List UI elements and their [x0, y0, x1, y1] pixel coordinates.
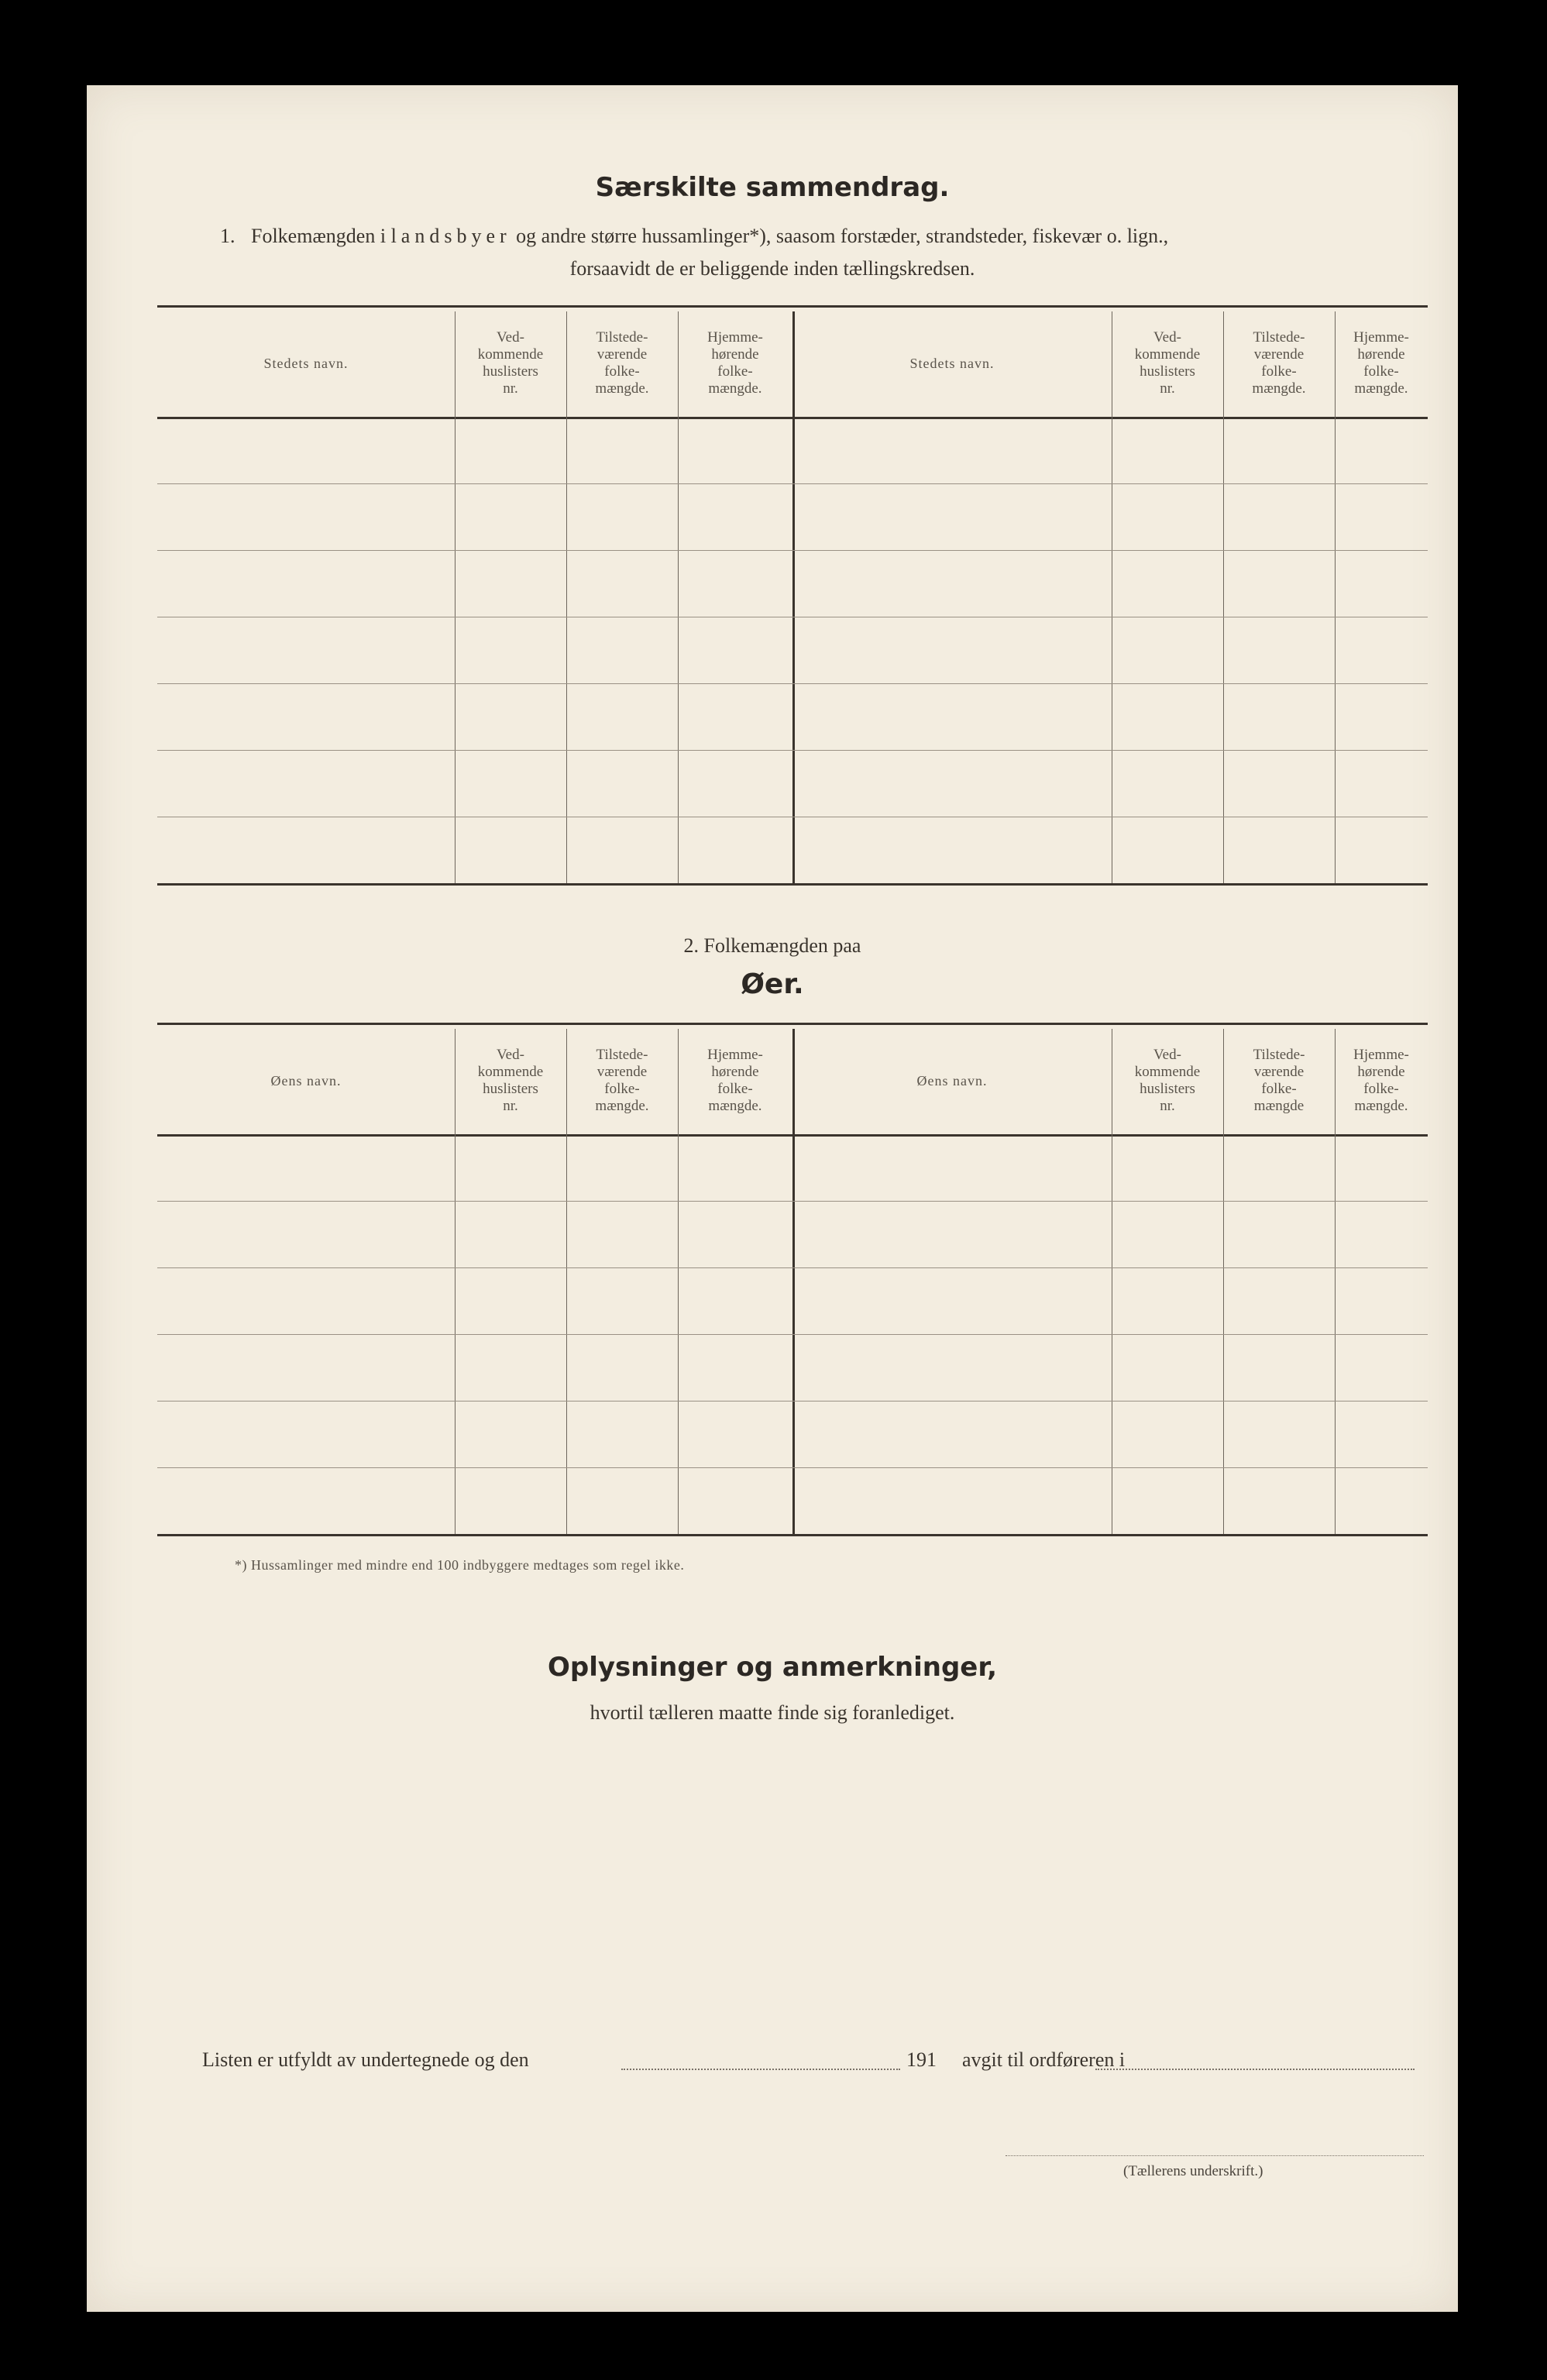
column-header: Ved- kommende huslisters nr.: [477, 329, 544, 397]
date-field[interactable]: [621, 2069, 900, 2070]
table-cell[interactable]: [1335, 552, 1428, 616]
table-cell[interactable]: [157, 1402, 455, 1467]
section2-title: Øer.: [741, 968, 804, 1000]
table-cell[interactable]: [792, 1269, 1112, 1333]
column-header: Ved- kommende huslisters nr.: [1134, 329, 1201, 397]
table-bottom-rule: [157, 1534, 1428, 1536]
row-rule: [157, 1267, 1428, 1268]
table-cell[interactable]: [455, 751, 566, 816]
table-cell[interactable]: [1335, 1202, 1428, 1267]
column-header: Hjemme- hørende folke- mængde.: [707, 1047, 763, 1114]
table-cell[interactable]: [792, 552, 1112, 616]
table-cell[interactable]: [157, 485, 455, 549]
table-cell[interactable]: [792, 685, 1112, 749]
table-cell[interactable]: [157, 552, 455, 616]
table-cell[interactable]: [1112, 418, 1223, 483]
table-cell[interactable]: [1112, 751, 1223, 816]
table-cell[interactable]: [566, 1469, 678, 1533]
table-cell[interactable]: [678, 1269, 792, 1333]
table-cell[interactable]: [678, 1336, 792, 1400]
municipality-field[interactable]: [1095, 2069, 1415, 2070]
table-cell[interactable]: [455, 1336, 566, 1400]
table-cell[interactable]: [1223, 485, 1335, 549]
table-cell[interactable]: [678, 685, 792, 749]
table-cell[interactable]: [157, 1136, 455, 1200]
column-header: Tilstede- værende folke- mængde.: [1252, 329, 1306, 397]
column-header: Ved- kommende huslisters nr.: [477, 1047, 544, 1114]
table-cell[interactable]: [1335, 1136, 1428, 1200]
column-header: Hjemme- hørende folke- mængde.: [1353, 329, 1409, 397]
row-rule: [157, 1201, 1428, 1202]
table-cell[interactable]: [455, 618, 566, 683]
section1-line1: [220, 225, 1168, 248]
table-cell[interactable]: [678, 1202, 792, 1267]
table-cell[interactable]: [1223, 1402, 1335, 1467]
column-header: Tilstede- værende folke- mængde.: [595, 1047, 649, 1114]
table-cell[interactable]: [455, 1136, 566, 1200]
table-cell[interactable]: [792, 1202, 1112, 1267]
table-bottom-rule: [157, 883, 1428, 886]
table-cell[interactable]: [455, 552, 566, 616]
column-header: Tilstede- værende folke- mængde.: [595, 329, 649, 397]
table-cell[interactable]: [792, 1136, 1112, 1200]
row-rule: [157, 550, 1428, 551]
table-cell[interactable]: [1335, 818, 1428, 882]
table-cell[interactable]: [157, 1336, 455, 1400]
signature-year: 191: [906, 2048, 937, 2071]
table-cell[interactable]: [1335, 685, 1428, 749]
table-cell[interactable]: [1112, 818, 1223, 882]
table-cell[interactable]: [157, 418, 455, 483]
table-cell[interactable]: [678, 818, 792, 882]
table-cell[interactable]: [157, 751, 455, 816]
table-cell[interactable]: [566, 1202, 678, 1267]
signature-label: (Tællerens underskrift.): [1123, 2163, 1263, 2179]
table-cell[interactable]: [792, 618, 1112, 683]
column-header: Hjemme- hørende folke- mængde.: [1353, 1047, 1409, 1114]
column-header: Ved- kommende huslisters nr.: [1134, 1047, 1201, 1114]
section2-intro: 2. Folkemængden paa: [683, 934, 861, 957]
table-cell[interactable]: [455, 1402, 566, 1467]
table-cell[interactable]: [1335, 1469, 1428, 1533]
table-cell[interactable]: [566, 751, 678, 816]
table-cell[interactable]: [1112, 1469, 1223, 1533]
table-cell[interactable]: [566, 818, 678, 882]
table-cell[interactable]: [566, 485, 678, 549]
table-cell[interactable]: [792, 751, 1112, 816]
table-cell[interactable]: [566, 618, 678, 683]
table-cell[interactable]: [157, 618, 455, 683]
table-cell[interactable]: [1223, 1269, 1335, 1333]
table-cell[interactable]: [566, 552, 678, 616]
table-cell[interactable]: [1112, 1402, 1223, 1467]
table-cell[interactable]: [792, 1336, 1112, 1400]
row-rule: [157, 1334, 1428, 1335]
table-cell[interactable]: [566, 1336, 678, 1400]
table-cell[interactable]: [1335, 1269, 1428, 1333]
table-cell[interactable]: [678, 618, 792, 683]
table-cell[interactable]: [792, 1469, 1112, 1533]
table-cell[interactable]: [1335, 1336, 1428, 1400]
table-cell[interactable]: [1335, 1402, 1428, 1467]
signature-text-2: avgit til ordføreren i: [962, 2048, 1126, 2071]
table-cell[interactable]: [1335, 618, 1428, 683]
column-header: Stedets navn.: [263, 356, 349, 371]
table-top-rule: [157, 305, 1428, 308]
table-cell[interactable]: [678, 1136, 792, 1200]
table-cell[interactable]: [678, 552, 792, 616]
row-rule: [157, 683, 1428, 684]
table-cell[interactable]: [678, 1402, 792, 1467]
table-cell[interactable]: [455, 685, 566, 749]
row-rule: [157, 483, 1428, 484]
table-cell[interactable]: [1112, 618, 1223, 683]
table-cell[interactable]: [566, 1402, 678, 1467]
table-cell[interactable]: [1223, 1202, 1335, 1267]
table-cell[interactable]: [792, 818, 1112, 882]
table-cell[interactable]: [566, 685, 678, 749]
column-header: Hjemme- hørende folke- mængde.: [707, 329, 763, 397]
table-cell[interactable]: [1223, 552, 1335, 616]
table-cell[interactable]: [1112, 1136, 1223, 1200]
table-cell[interactable]: [455, 1469, 566, 1533]
table-cell[interactable]: [1223, 1469, 1335, 1533]
column-header: Øens navn.: [270, 1073, 342, 1089]
table-cell[interactable]: [1112, 552, 1223, 616]
table-cell[interactable]: [566, 418, 678, 483]
table-cell[interactable]: [157, 685, 455, 749]
signature-field[interactable]: [1006, 2155, 1424, 2156]
landsbyer-table: [157, 305, 1428, 888]
table-cell[interactable]: [1223, 751, 1335, 816]
table-cell[interactable]: [678, 1469, 792, 1533]
table-cell[interactable]: [1223, 1136, 1335, 1200]
remarks-subtitle: hvortil tælleren maatte finde sig foranlediget.: [590, 1701, 955, 1724]
row-rule: [157, 750, 1428, 751]
section1-number: 1.: [220, 225, 235, 247]
table-cell[interactable]: [1112, 685, 1223, 749]
table-cell[interactable]: [1112, 1202, 1223, 1267]
table-cell[interactable]: [1223, 418, 1335, 483]
table-cell[interactable]: [455, 1202, 566, 1267]
table-cell[interactable]: [1335, 418, 1428, 483]
table-cell[interactable]: [455, 418, 566, 483]
table-cell[interactable]: [1223, 1336, 1335, 1400]
table-cell[interactable]: [455, 818, 566, 882]
table-cell[interactable]: [792, 1402, 1112, 1467]
table-cell[interactable]: [157, 1469, 455, 1533]
table-cell[interactable]: [1223, 818, 1335, 882]
census-form-page: [87, 85, 1458, 2312]
table-cell[interactable]: [792, 485, 1112, 549]
table-cell[interactable]: [1112, 485, 1223, 549]
table-cell[interactable]: [157, 1269, 455, 1333]
table-cell[interactable]: [1112, 1269, 1223, 1333]
section1-text-b: og andre større hussamlinger*), saasom forstæder, strandsteder, fiskevær o. lign.,: [516, 225, 1169, 247]
table-cell[interactable]: [1223, 618, 1335, 683]
table-cell[interactable]: [1335, 751, 1428, 816]
table-cell[interactable]: [157, 1202, 455, 1267]
table-cell[interactable]: [678, 751, 792, 816]
signature-text-1: Listen er utfyldt av undertegnede og den: [202, 2048, 529, 2071]
section1-text-a: Folkemængden i: [251, 225, 387, 247]
table-cell[interactable]: [566, 1269, 678, 1333]
row-rule: [157, 1467, 1428, 1468]
table-cell[interactable]: [678, 485, 792, 549]
section1-text-spaced: landsbyer: [390, 225, 511, 247]
column-header: Tilstede- værende folke- mængde: [1253, 1047, 1305, 1114]
column-header: Øens navn.: [916, 1073, 988, 1089]
table-cell[interactable]: [678, 418, 792, 483]
page-title: Særskilte sammendrag.: [595, 172, 950, 203]
table-cell[interactable]: [1223, 685, 1335, 749]
remarks-title: Oplysninger og anmerkninger,: [547, 1652, 998, 1683]
table-cell[interactable]: [1335, 485, 1428, 549]
section1-line2: forsaavidt de er beliggende inden tællingskredsen.: [569, 257, 975, 280]
table-cell[interactable]: [455, 1269, 566, 1333]
table-top-rule: [157, 1023, 1428, 1025]
row-rule: [157, 1401, 1428, 1402]
footnote: *) Hussamlinger med mindre end 100 indbyggere medtages som regel ikke.: [235, 1557, 685, 1573]
oer-table: [157, 1023, 1428, 1539]
table-cell[interactable]: [157, 818, 455, 882]
table-cell[interactable]: [566, 1136, 678, 1200]
table-cell[interactable]: [792, 418, 1112, 483]
table-cell[interactable]: [1112, 1336, 1223, 1400]
table-cell[interactable]: [455, 485, 566, 549]
column-header: Stedets navn.: [909, 356, 995, 371]
